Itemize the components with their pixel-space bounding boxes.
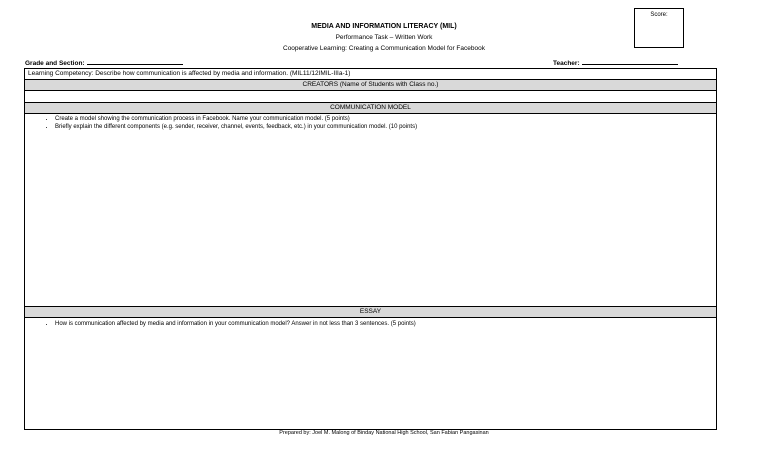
task-title: Cooperative Learning: Creating a Communication Model for Facebook <box>283 45 485 52</box>
list-item: • How is communication affected by media and information in your communication model? Answer in not less than 3 sentences. (5 points) <box>55 321 716 327</box>
prepared-by-footer: Prepared by: Joel M. Malong of Binday National High School, San Fabian Pangasinan <box>279 430 489 436</box>
competency-row <box>25 69 716 80</box>
score-label: Score: <box>650 12 668 18</box>
essay-header-text: ESSAY <box>359 308 382 315</box>
list-item: • Create a model showing the communication process in Facebook. Name your communication model. (5 points) <box>55 116 716 122</box>
model-instructions <box>25 116 716 132</box>
competency-text: Learning Competency: Describe how communication is affected by media and information. (MIL11/12IMIL-IIIa-1) <box>28 70 351 77</box>
list-item: • Briefly explain the different components (e.g. sender, receiver, channel, events, feedback, etc.) in your communication model. (10 points) <box>55 124 716 130</box>
grade-section-blank[interactable] <box>87 58 183 65</box>
worksheet-table <box>24 68 717 430</box>
creators-area[interactable] <box>25 91 716 103</box>
page-title: MEDIA AND INFORMATION LITERACY (MIL) <box>311 23 457 30</box>
teacher-label: Teacher: <box>553 60 580 67</box>
model-header <box>25 103 716 114</box>
model-answer-area[interactable] <box>25 139 716 306</box>
page-subtitle: Performance Task – Written Work <box>335 34 433 41</box>
grade-section-label: Grade and Section: <box>25 60 85 67</box>
creators-header-text: CREATORS (Name of Students with Class no.) <box>302 81 439 88</box>
model-header-text: COMMUNICATION MODEL <box>330 104 411 111</box>
teacher-field[interactable] <box>553 58 678 67</box>
grade-section-field[interactable] <box>25 58 183 67</box>
essay-instructions <box>25 321 716 329</box>
creators-header <box>25 80 716 91</box>
essay-answer-area[interactable] <box>25 334 716 429</box>
essay-header <box>25 306 716 318</box>
teacher-blank[interactable] <box>582 58 678 65</box>
